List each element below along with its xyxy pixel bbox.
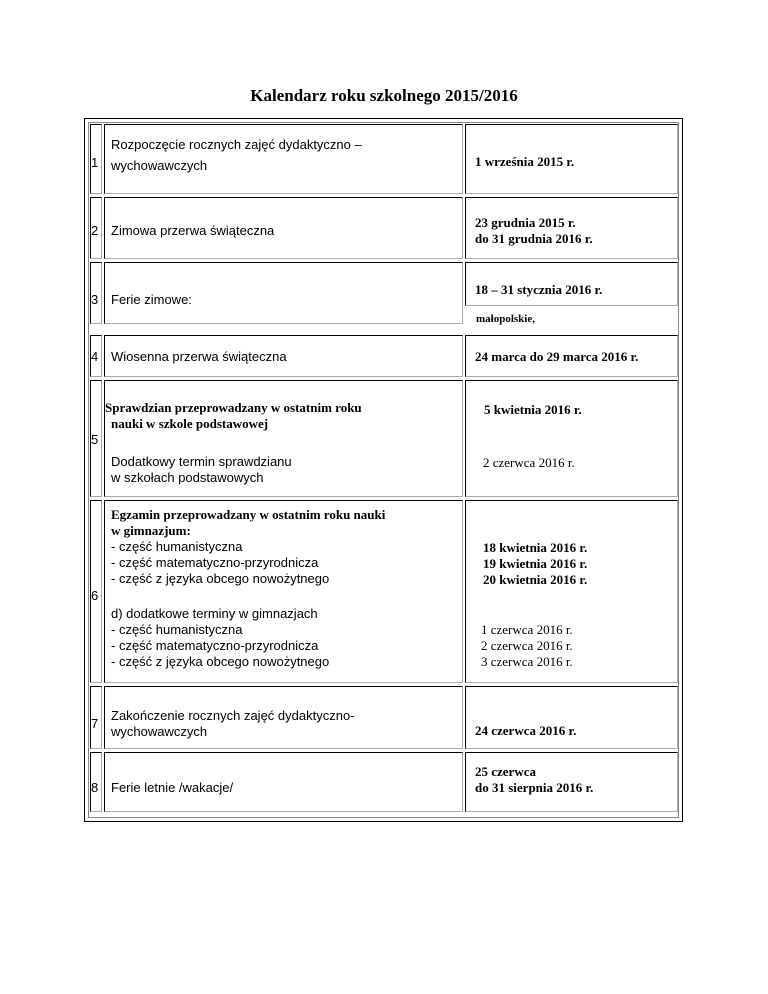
row-7-description-line-2: wychowawczych [111,724,208,739]
row-6-section-2-line-1: d) dodatkowe terminy w gimnazjach [111,606,318,621]
row-6-section-2-line-2: - część humanistyczna [111,622,243,637]
row-6-number: 6 [91,588,99,603]
row-7-number: 7 [91,716,99,731]
row-5-section-1-date: 5 kwietnia 2016 r. [484,402,582,417]
row-6-section-2-date-2: 2 czerwca 2016 r. [481,638,573,653]
row-5-date-cell [465,380,678,497]
row-5-number: 5 [91,432,99,447]
row-4-description: Wiosenna przerwa świąteczna [111,349,287,364]
row-3-number: 3 [91,292,99,307]
row-2-number: 2 [91,223,99,238]
row-6-section-1-line-2: w gimnazjum: [111,523,191,538]
row-5-section-2-line-2: w szkołach podstawowych [111,470,264,485]
row-7-description-line-1: Zakończenie rocznych zajęć dydaktyczno- [111,708,355,723]
row-1-description-line-1: Rozpoczęcie rocznych zajęć dydaktyczno – [111,137,362,152]
row-5-section-2-line-1: Dodatkowy termin sprawdzianu [111,454,292,469]
row-6-section-1-line-5: - część z języka obcego nowożytnego [111,571,330,586]
row-2-date-line-2: do 31 grudnia 2016 r. [475,231,593,246]
row-6-section-1-date-1: 18 kwietnia 2016 r. [483,540,588,555]
school-calendar-table [84,118,683,822]
row-3-note: małopolskie, [476,313,535,325]
row-5-section-1-line-1: Sprawdzian przeprowadzany w ostatnim roku [105,400,362,415]
row-2-date-line-1: 23 grudnia 2015 r. [475,215,576,230]
row-3-date: 18 – 31 stycznia 2016 r. [475,282,603,297]
row-6-section-1-line-4: - część matematyczno-przyrodnicza [111,555,319,570]
row-6-section-1-line-3: - część humanistyczna [111,539,243,554]
row-5-section-2-date: 2 czerwca 2016 r. [483,455,575,470]
row-2-description: Zimowa przerwa świąteczna [111,223,275,238]
document-title: Kalendarz roku szkolnego 2015/2016 [250,86,518,105]
row-8-description: Ferie letnie /wakacje/ [111,780,234,795]
row-4-date: 24 marca do 29 marca 2016 r. [475,349,639,364]
row-6-section-1-line-1: Egzamin przeprowadzany w ostatnim roku nauki [111,507,386,522]
row-1-number: 1 [91,155,99,170]
row-6-section-2-line-4: - część z języka obcego nowożytnego [111,654,330,669]
row-7-date-cell [465,686,678,749]
row-8-number: 8 [91,780,99,795]
row-1-description-line-2: wychowawczych [111,158,208,173]
row-3-description: Ferie zimowe: [111,292,192,307]
row-4-number: 4 [91,349,99,364]
row-6-section-2-date-3: 3 czerwca 2016 r. [481,654,573,669]
row-8-date-line-2: do 31 sierpnia 2016 r. [475,780,594,795]
row-6-section-1-date-2: 19 kwietnia 2016 r. [483,556,588,571]
row-7-date: 24 czerwca 2016 r. [475,723,577,738]
row-1-date: 1 września 2015 r. [475,154,575,169]
row-6-section-2-date-1: 1 czerwca 2016 r. [481,622,573,637]
row-5-section-1-line-2: nauki w szkole podstawowej [111,416,269,431]
row-6-section-2-line-3: - część matematyczno-przyrodnicza [111,638,319,653]
row-6-section-1-date-3: 20 kwietnia 2016 r. [483,572,588,587]
row-8-date-line-1: 25 czerwca [475,764,536,779]
